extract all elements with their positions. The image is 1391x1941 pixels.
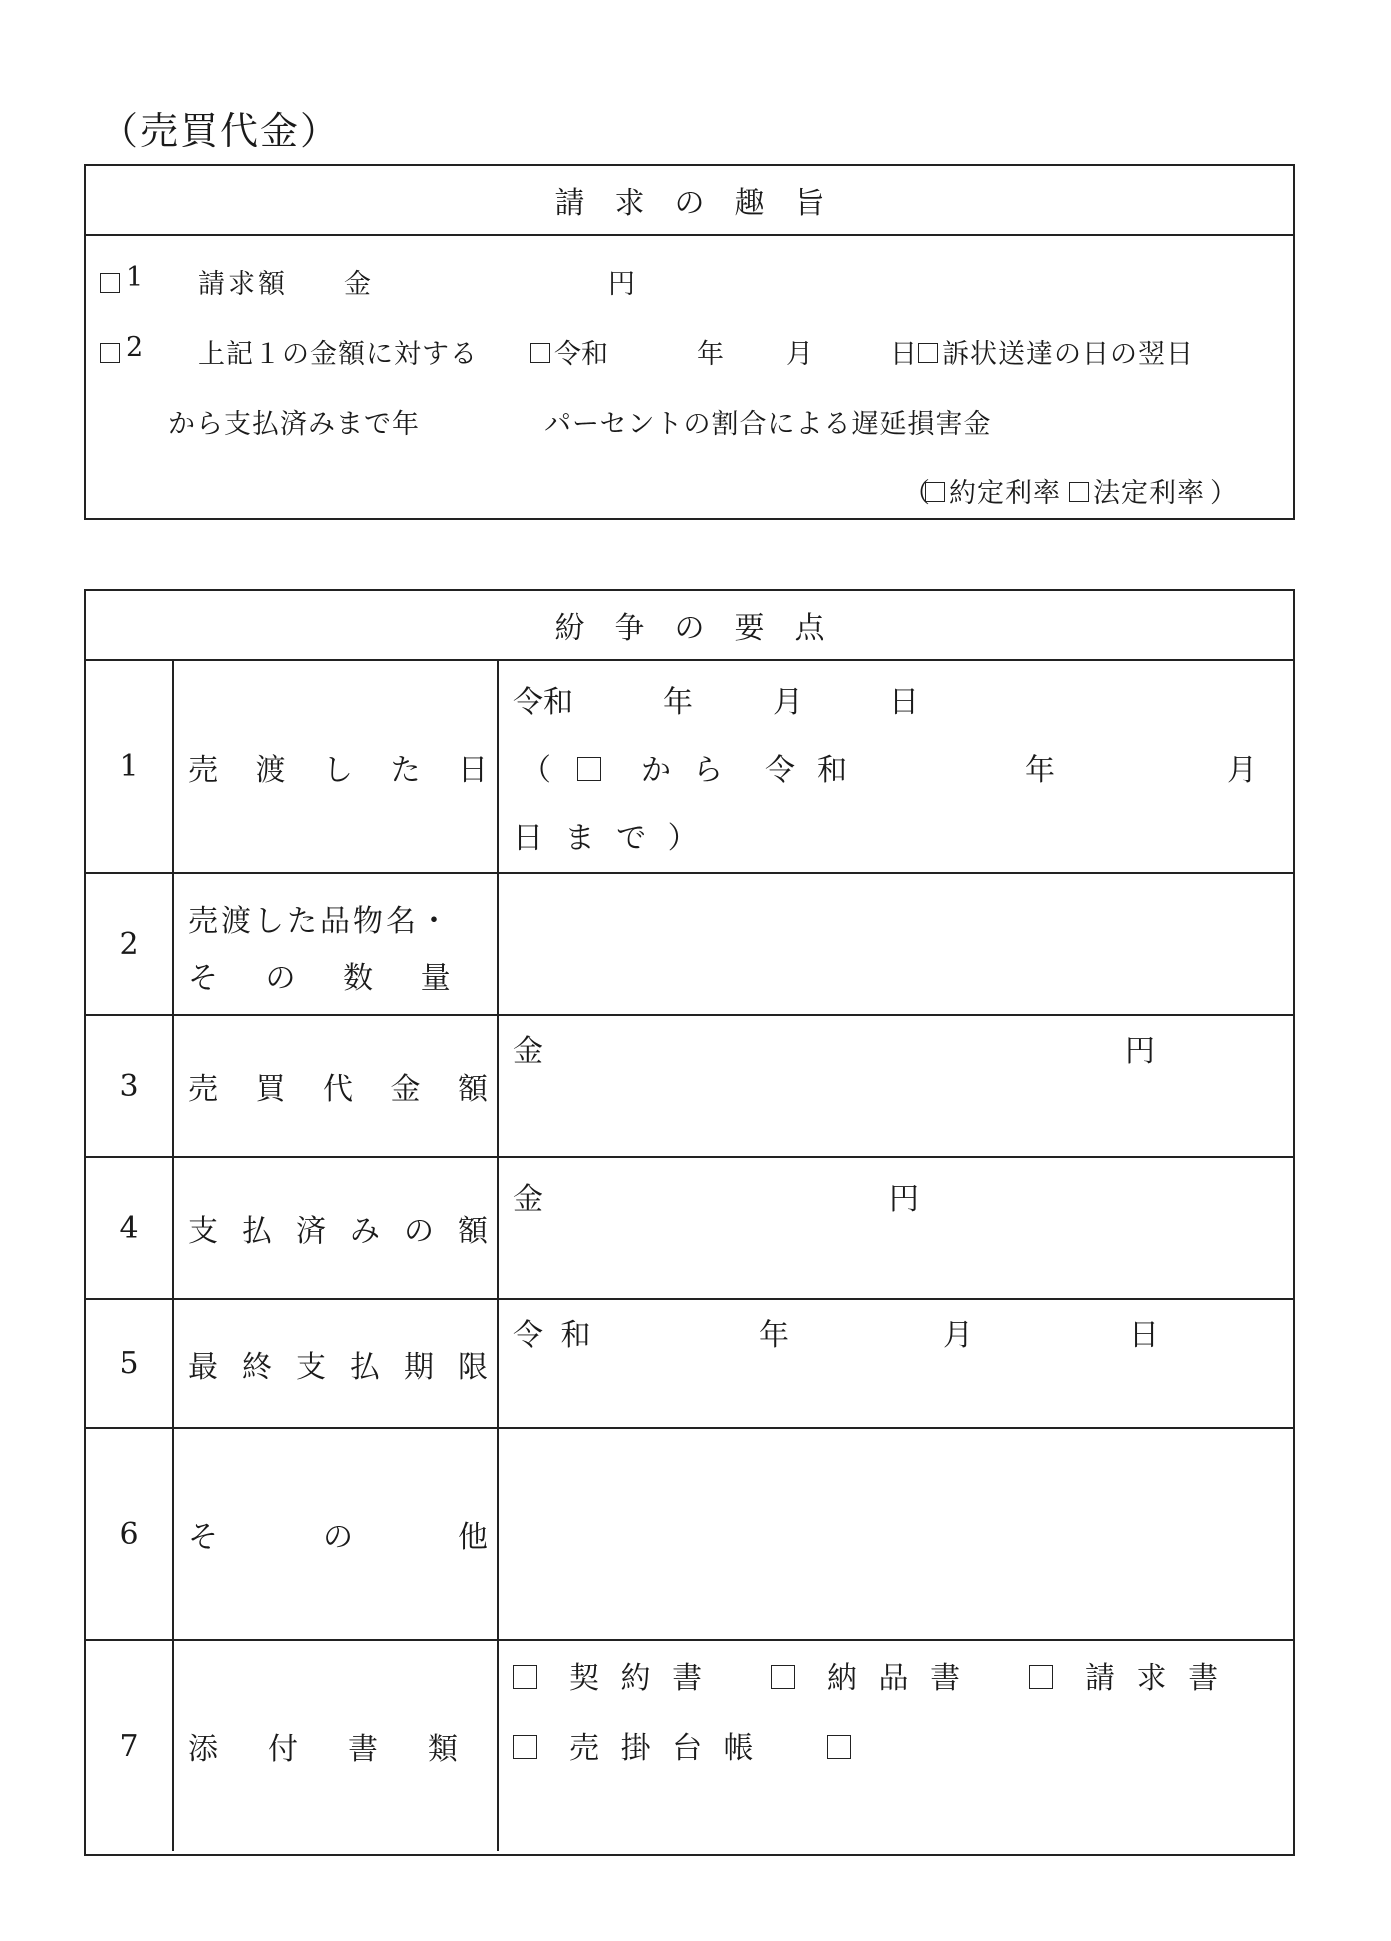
label-char: 日 — [458, 752, 488, 788]
table-row — [86, 1428, 1293, 1640]
table-row — [86, 661, 1293, 873]
checkbox-legal-rate[interactable] — [1069, 482, 1089, 502]
row-label — [173, 661, 498, 873]
checkbox-invoice[interactable] — [1029, 1665, 1053, 1689]
label-char: 額 — [458, 1214, 488, 1249]
payment-deadline-value[interactable]: 令 和 年 月 日 — [498, 1299, 1293, 1428]
label-char: 買 — [255, 1072, 286, 1107]
claim-year: 年 — [697, 339, 724, 370]
label-char: 添 — [188, 1732, 218, 1767]
claim-service-date-text: 訴状送達の日の翌日 — [942, 339, 1194, 370]
dispute-section — [84, 589, 1295, 1856]
item-name-label-line2: そ の 数 量 — [188, 961, 451, 996]
sale-price-label — [188, 1064, 488, 1108]
dispute-header: 紛争の要点 — [86, 591, 1293, 661]
claim-damages-text: パーセントの割合による遅延損害金 — [544, 409, 992, 440]
claim-amount-unit: 円 — [608, 269, 635, 300]
table-row — [86, 873, 1293, 1015]
other-value[interactable] — [498, 1428, 1293, 1640]
payment-deadline-label — [188, 1342, 488, 1386]
label-char: 終 — [242, 1349, 272, 1385]
attachments-value: 契 約 書 納 品 書 請 求 書 売 掛 台 帳 — [498, 1640, 1293, 1851]
label-char: 他 — [458, 1520, 488, 1555]
label-char: 支 — [188, 1214, 218, 1249]
rate-paren-open: （ — [903, 478, 930, 509]
label-char: た — [390, 752, 421, 788]
claim-item-1-number: 1 — [126, 262, 144, 293]
row-number: 7 — [86, 1640, 173, 1851]
paid-amount-value[interactable]: 金 円 — [498, 1157, 1293, 1299]
label-char: し — [323, 752, 353, 788]
table-row — [86, 1015, 1293, 1157]
claim-section — [84, 164, 1295, 520]
label-char: 代 — [323, 1072, 353, 1107]
rate-paren-close: ） — [1210, 478, 1237, 509]
checkbox-date-specified[interactable] — [530, 343, 550, 363]
row-label — [173, 1157, 498, 1299]
label-char: み — [350, 1214, 380, 1249]
label-char: の — [323, 1520, 353, 1555]
claim-rate-text: から支払済みまで年 — [168, 409, 420, 440]
sale-price-value[interactable]: 金 円 — [498, 1015, 1293, 1157]
checkbox-delivery-note[interactable] — [771, 1665, 795, 1689]
row-label — [173, 1640, 498, 1851]
claim-item-2-text: 上記１の金額に対する — [198, 339, 478, 370]
row-label — [173, 873, 498, 1015]
row-number: 5 — [86, 1299, 173, 1428]
dispute-table — [86, 661, 1293, 1851]
item-name-value[interactable] — [498, 873, 1293, 1015]
claim-day: 日 — [890, 339, 917, 370]
claim-amount-prefix: 金 — [344, 269, 371, 300]
checkbox-claim-2[interactable] — [100, 343, 120, 363]
other-label — [188, 1512, 488, 1556]
claim-era: 令和 — [554, 339, 608, 370]
sale-date-label — [188, 745, 488, 789]
label-char: の — [404, 1214, 434, 1249]
checkbox-accounts-ledger[interactable] — [513, 1735, 537, 1759]
claim-item-2-line2 — [100, 402, 1280, 438]
label-char: 払 — [242, 1214, 272, 1249]
checkbox-contract-rate[interactable] — [925, 482, 945, 502]
contract-rate-label: 約定利率 — [949, 478, 1061, 509]
claim-item-2 — [100, 332, 1280, 368]
claim-item-1 — [100, 262, 1280, 298]
claim-item-2-number: 2 — [126, 332, 144, 363]
label-char: 額 — [458, 1072, 488, 1107]
label-char: 期 — [404, 1349, 434, 1385]
item-name-label-line1: 売渡した品物名・ — [188, 904, 452, 939]
row-label — [173, 1015, 498, 1157]
row-number: 6 — [86, 1428, 173, 1640]
label-char: 類 — [428, 1732, 458, 1767]
label-char: 最 — [188, 1349, 218, 1385]
claim-amount-label: 請求額 — [198, 269, 288, 300]
label-char: 売 — [188, 1072, 218, 1107]
checkbox-other-document[interactable] — [827, 1735, 851, 1759]
label-char: 渡 — [255, 752, 286, 788]
row-number: 1 — [86, 661, 173, 873]
legal-rate-label: 法定利率 — [1093, 478, 1205, 509]
row-label — [173, 1428, 498, 1640]
row-number: 3 — [86, 1015, 173, 1157]
label-char: 金 — [390, 1072, 421, 1107]
checkbox-claim-1[interactable] — [100, 273, 120, 293]
document-title: （売買代金） — [100, 109, 341, 153]
label-char: 済 — [296, 1214, 326, 1249]
table-row — [86, 1640, 1293, 1851]
label-char: 書 — [348, 1732, 378, 1767]
label-char: 限 — [458, 1349, 488, 1385]
paid-amount-label — [188, 1206, 488, 1250]
label-char: 売 — [188, 752, 218, 788]
label-char: そ — [188, 1520, 218, 1555]
label-char: 支 — [296, 1349, 326, 1385]
claim-rate-type — [100, 471, 1280, 507]
table-row — [86, 1157, 1293, 1299]
row-label — [173, 1299, 498, 1428]
attachments-label — [188, 1724, 458, 1768]
claim-header: 請求の趣旨 — [86, 166, 1293, 236]
table-row — [86, 1299, 1293, 1428]
row-number: 2 — [86, 873, 173, 1015]
sale-date-value[interactable]: 令和 年 月 日 （ から 令和 年 月 日 ま で ） — [498, 661, 1293, 873]
checkbox-contract[interactable] — [513, 1665, 537, 1689]
claim-month: 月 — [786, 339, 813, 370]
checkbox-sale-period[interactable] — [577, 757, 601, 781]
label-char: 払 — [350, 1349, 380, 1385]
row-number: 4 — [86, 1157, 173, 1299]
label-char: 付 — [268, 1732, 298, 1767]
checkbox-service-date[interactable] — [918, 343, 938, 363]
